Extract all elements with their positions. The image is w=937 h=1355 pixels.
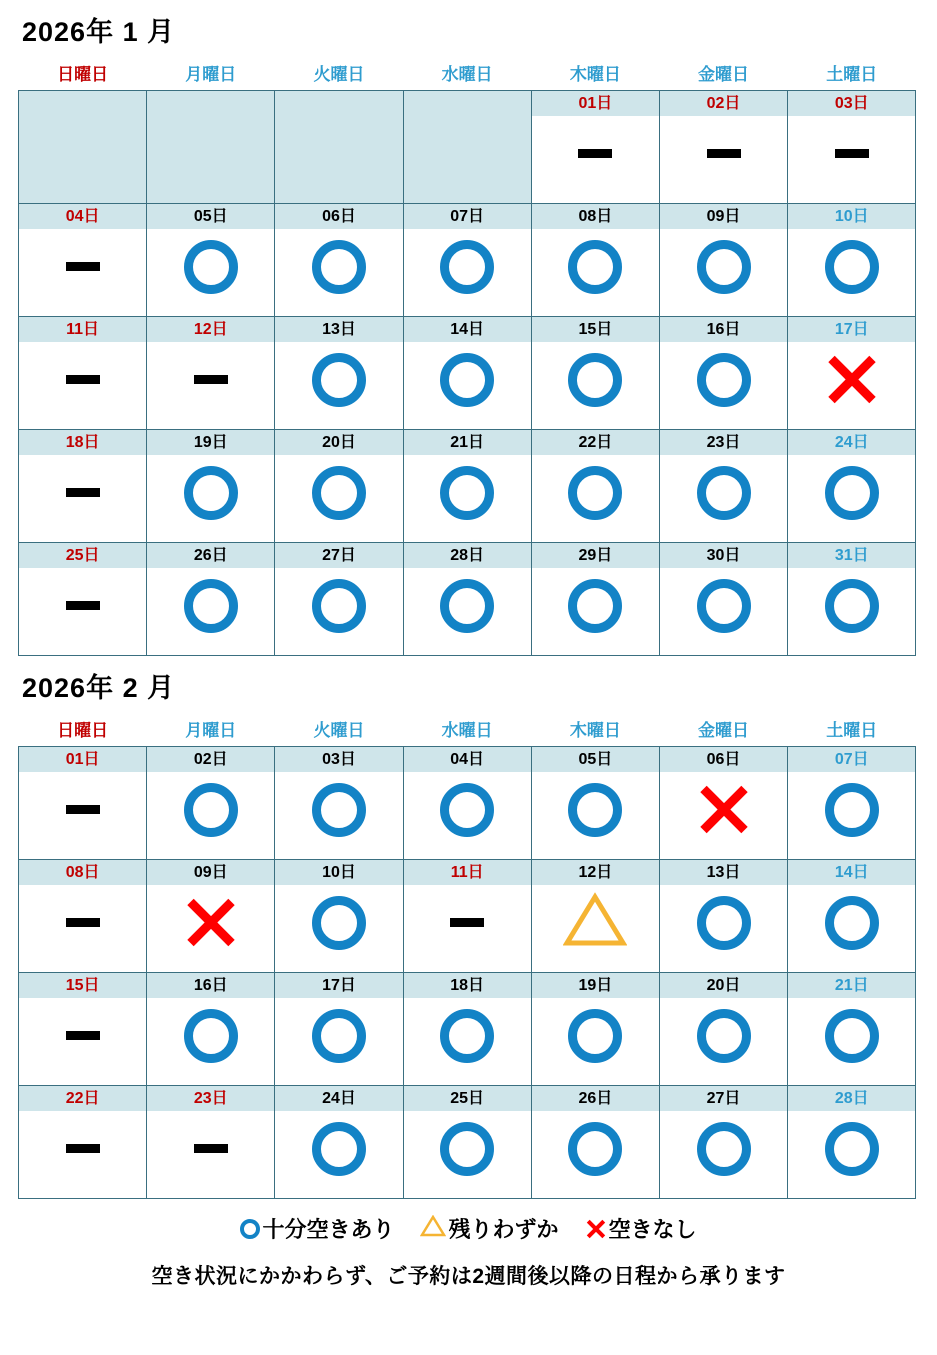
day-number: 11日 (19, 317, 146, 342)
empty-day-cell (19, 91, 147, 204)
day-number: 09日 (147, 860, 274, 885)
availability-mark (660, 998, 787, 1074)
day-cell[interactable] (275, 204, 403, 317)
availability-mark (532, 1111, 659, 1187)
weekday-header: 月曜日 (147, 713, 275, 747)
day-cell[interactable] (659, 543, 787, 656)
circle-icon (440, 466, 494, 520)
day-cell[interactable] (531, 973, 659, 1086)
day-number: 03日 (275, 747, 402, 772)
day-cell[interactable] (147, 430, 275, 543)
availability-mark (19, 885, 146, 961)
availability-mark (147, 568, 274, 644)
day-number: 04日 (404, 747, 531, 772)
day-cell[interactable] (147, 973, 275, 1086)
dash-icon (66, 1031, 100, 1040)
day-cell[interactable] (403, 860, 531, 973)
circle-icon (825, 896, 879, 950)
day-number: 29日 (532, 543, 659, 568)
day-cell[interactable] (788, 543, 916, 656)
dash-icon (194, 1144, 228, 1153)
circle-icon (568, 1009, 622, 1063)
availability-mark (19, 229, 146, 305)
day-cell[interactable] (788, 1086, 916, 1199)
day-number: 01日 (532, 91, 659, 116)
calendar-week-row (19, 1086, 916, 1199)
day-number: 14日 (788, 860, 915, 885)
day-cell[interactable] (531, 1086, 659, 1199)
day-number: 23日 (660, 430, 787, 455)
circle-icon (697, 579, 751, 633)
circle-icon (184, 240, 238, 294)
availability-mark (788, 1111, 915, 1187)
empty-day-cell (403, 91, 531, 204)
availability-mark (660, 568, 787, 644)
availability-mark (404, 885, 531, 961)
availability-mark (404, 1111, 531, 1187)
day-number: 12日 (532, 860, 659, 885)
circle-icon (568, 353, 622, 407)
calendar-week-row (19, 543, 916, 656)
weekday-header: 木曜日 (531, 713, 659, 747)
day-cell[interactable] (659, 973, 787, 1086)
day-number: 12日 (147, 317, 274, 342)
day-cell[interactable] (275, 973, 403, 1086)
circle-icon (440, 579, 494, 633)
day-number: 04日 (19, 204, 146, 229)
availability-mark (660, 772, 787, 848)
circle-icon (697, 1009, 751, 1063)
day-number: 28日 (788, 1086, 915, 1111)
circle-icon (825, 240, 879, 294)
weekday-header: 金曜日 (659, 713, 787, 747)
day-number: 03日 (788, 91, 915, 116)
availability-mark (660, 342, 787, 418)
availability-mark (788, 568, 915, 644)
circle-icon (312, 896, 366, 950)
availability-mark (19, 1111, 146, 1187)
dash-icon (194, 375, 228, 384)
day-cell[interactable] (531, 860, 659, 973)
availability-mark (532, 885, 659, 961)
circle-icon (184, 579, 238, 633)
availability-mark (19, 568, 146, 644)
day-cell[interactable] (275, 747, 403, 860)
availability-mark (19, 998, 146, 1074)
circle-icon (568, 783, 622, 837)
availability-mark (404, 229, 531, 305)
month-title: 2026年 2 月 (22, 673, 176, 703)
circle-icon (312, 353, 366, 407)
day-number: 23日 (147, 1086, 274, 1111)
day-number: 06日 (275, 204, 402, 229)
day-number: 10日 (788, 204, 915, 229)
availability-mark (788, 772, 915, 848)
availability-mark (275, 885, 402, 961)
calendar-week-row (19, 317, 916, 430)
circle-icon (697, 1122, 751, 1176)
availability-mark (788, 229, 915, 305)
day-cell[interactable] (19, 973, 147, 1086)
availability-mark (147, 342, 274, 418)
day-number: 24日 (275, 1086, 402, 1111)
day-number: 08日 (19, 860, 146, 885)
day-number: 15日 (532, 317, 659, 342)
circle-icon (697, 353, 751, 407)
cross-icon (697, 783, 751, 837)
availability-mark (275, 229, 402, 305)
availability-mark (404, 342, 531, 418)
triangle-icon (563, 892, 627, 953)
weekday-header-row (19, 713, 916, 747)
circle-icon (568, 466, 622, 520)
availability-mark (275, 772, 402, 848)
day-cell[interactable] (531, 747, 659, 860)
availability-mark (19, 342, 146, 418)
day-number: 16日 (147, 973, 274, 998)
circle-icon (312, 1122, 366, 1176)
day-number: 22日 (532, 430, 659, 455)
availability-mark (147, 885, 274, 961)
day-cell[interactable] (403, 1086, 531, 1199)
day-cell[interactable] (19, 430, 147, 543)
availability-mark (404, 772, 531, 848)
circle-icon (825, 466, 879, 520)
empty-day-cell (275, 91, 403, 204)
weekday-header: 金曜日 (659, 57, 787, 91)
day-number: 14日 (404, 317, 531, 342)
footnote: 空き状況にかかわらず、ご予約は2週間後以降の日程から承ります (151, 1265, 786, 1288)
day-number: 22日 (19, 1086, 146, 1111)
circle-icon (697, 466, 751, 520)
availability-mark (660, 1111, 787, 1187)
circle-icon (184, 783, 238, 837)
day-number: 20日 (275, 430, 402, 455)
availability-mark (147, 772, 274, 848)
day-number: 02日 (660, 91, 787, 116)
weekday-header: 月曜日 (147, 57, 275, 91)
dash-icon (66, 1144, 100, 1153)
day-cell[interactable] (147, 317, 275, 430)
day-number: 05日 (147, 204, 274, 229)
day-cell[interactable] (19, 747, 147, 860)
availability-mark (19, 772, 146, 848)
dash-icon (578, 149, 612, 158)
availability-mark (532, 998, 659, 1074)
day-cell[interactable] (659, 91, 787, 204)
day-number: 16日 (660, 317, 787, 342)
weekday-header: 火曜日 (275, 57, 403, 91)
cross-icon (585, 1218, 607, 1240)
day-cell[interactable] (531, 317, 659, 430)
day-number: 06日 (660, 747, 787, 772)
day-number: 18日 (404, 973, 531, 998)
day-number: 30日 (660, 543, 787, 568)
day-number: 17日 (788, 317, 915, 342)
day-cell[interactable] (275, 543, 403, 656)
availability-mark (275, 1111, 402, 1187)
calendar-table (18, 713, 916, 1199)
day-cell[interactable] (659, 1086, 787, 1199)
availability-mark (532, 455, 659, 531)
legend-item (420, 1213, 558, 1244)
day-number: 24日 (788, 430, 915, 455)
day-cell[interactable] (659, 204, 787, 317)
availability-mark (788, 885, 915, 961)
availability-mark (660, 229, 787, 305)
day-cell[interactable] (19, 204, 147, 317)
circle-icon (568, 240, 622, 294)
availability-mark (147, 1111, 274, 1187)
day-number: 10日 (275, 860, 402, 885)
legend-label: 十分空きあり (262, 1217, 395, 1242)
day-number: 21日 (788, 973, 915, 998)
day-number: 13日 (660, 860, 787, 885)
day-cell[interactable] (531, 204, 659, 317)
circle-icon (312, 579, 366, 633)
availability-mark (788, 998, 915, 1074)
calendar-table (18, 57, 916, 656)
circle-icon (697, 240, 751, 294)
availability-mark (788, 116, 915, 192)
day-number: 25日 (404, 1086, 531, 1111)
legend (0, 1213, 937, 1244)
circle-icon (440, 1009, 494, 1063)
empty-day-cell (147, 91, 275, 204)
weekday-header-row (19, 57, 916, 91)
day-number: 19日 (147, 430, 274, 455)
availability-mark (404, 568, 531, 644)
availability-mark (275, 998, 402, 1074)
day-cell[interactable] (531, 430, 659, 543)
availability-mark (532, 342, 659, 418)
availability-mark (275, 455, 402, 531)
circle-icon (440, 353, 494, 407)
day-cell[interactable] (531, 543, 659, 656)
circle-icon (312, 240, 366, 294)
day-number: 07日 (404, 204, 531, 229)
day-cell[interactable] (788, 747, 916, 860)
months-container (0, 10, 937, 1199)
day-cell[interactable] (275, 1086, 403, 1199)
circle-icon (312, 466, 366, 520)
availability-mark (404, 455, 531, 531)
day-cell[interactable] (147, 860, 275, 973)
dash-icon (66, 601, 100, 610)
circle-icon (312, 783, 366, 837)
day-cell[interactable] (788, 973, 916, 1086)
circle-icon (440, 1122, 494, 1176)
legend-label: 残りわずか (448, 1217, 559, 1242)
weekday-header: 日曜日 (19, 713, 147, 747)
circle-icon (240, 1219, 260, 1239)
day-number: 26日 (147, 543, 274, 568)
day-number: 09日 (660, 204, 787, 229)
calendar-wrapper (18, 57, 919, 656)
day-cell[interactable] (147, 204, 275, 317)
availability-mark (660, 116, 787, 192)
availability-mark (275, 568, 402, 644)
circle-icon (440, 783, 494, 837)
day-cell[interactable] (659, 430, 787, 543)
day-cell[interactable] (403, 317, 531, 430)
day-number: 17日 (275, 973, 402, 998)
dash-icon (66, 262, 100, 271)
availability-mark (147, 998, 274, 1074)
day-number: 18日 (19, 430, 146, 455)
day-cell[interactable] (403, 973, 531, 1086)
day-cell[interactable] (147, 1086, 275, 1199)
weekday-header: 日曜日 (19, 57, 147, 91)
legend-item (585, 1213, 697, 1244)
cross-icon (825, 353, 879, 407)
day-cell[interactable] (659, 860, 787, 973)
availability-mark (532, 568, 659, 644)
calendar-wrapper (18, 713, 919, 1199)
availability-mark (532, 229, 659, 305)
availability-mark (788, 342, 915, 418)
availability-mark (660, 885, 787, 961)
circle-icon (825, 783, 879, 837)
day-number: 19日 (532, 973, 659, 998)
day-cell[interactable] (788, 91, 916, 204)
calendar-week-row (19, 91, 916, 204)
calendar-week-row (19, 860, 916, 973)
day-number: 01日 (19, 747, 146, 772)
day-number: 31日 (788, 543, 915, 568)
circle-icon (568, 579, 622, 633)
dash-icon (66, 375, 100, 384)
legend-item (240, 1213, 394, 1244)
dash-icon (835, 149, 869, 158)
weekday-header: 水曜日 (403, 713, 531, 747)
dash-icon (66, 918, 100, 927)
day-number: 13日 (275, 317, 402, 342)
circle-icon (697, 896, 751, 950)
day-cell[interactable] (403, 430, 531, 543)
day-cell[interactable] (403, 747, 531, 860)
dash-icon (450, 918, 484, 927)
day-number: 27日 (660, 1086, 787, 1111)
calendar-week-row (19, 204, 916, 317)
weekday-header: 土曜日 (788, 57, 916, 91)
day-cell[interactable] (403, 543, 531, 656)
day-number: 11日 (404, 860, 531, 885)
day-number: 20日 (660, 973, 787, 998)
day-cell[interactable] (788, 317, 916, 430)
availability-mark (532, 116, 659, 192)
day-number: 02日 (147, 747, 274, 772)
day-number: 07日 (788, 747, 915, 772)
day-cell[interactable] (147, 543, 275, 656)
availability-mark (147, 455, 274, 531)
weekday-header: 土曜日 (788, 713, 916, 747)
day-cell[interactable] (147, 747, 275, 860)
circle-icon (825, 1122, 879, 1176)
day-number: 21日 (404, 430, 531, 455)
month-title: 2026年 1 月 (22, 17, 176, 47)
day-cell[interactable] (531, 91, 659, 204)
day-cell[interactable] (659, 747, 787, 860)
day-cell[interactable] (19, 860, 147, 973)
day-number: 15日 (19, 973, 146, 998)
day-cell[interactable] (788, 860, 916, 973)
weekday-header: 木曜日 (531, 57, 659, 91)
day-cell[interactable] (403, 204, 531, 317)
day-cell[interactable] (275, 860, 403, 973)
dash-icon (66, 805, 100, 814)
day-cell[interactable] (19, 543, 147, 656)
triangle-icon (420, 1215, 446, 1243)
circle-icon (184, 1009, 238, 1063)
availability-mark (404, 998, 531, 1074)
day-cell[interactable] (275, 317, 403, 430)
day-cell[interactable] (659, 317, 787, 430)
day-number: 26日 (532, 1086, 659, 1111)
calendar-week-row (19, 747, 916, 860)
day-cell[interactable] (788, 430, 916, 543)
day-number: 27日 (275, 543, 402, 568)
day-number: 08日 (532, 204, 659, 229)
circle-icon (440, 240, 494, 294)
availability-mark (147, 229, 274, 305)
circle-icon (312, 1009, 366, 1063)
day-cell[interactable] (788, 204, 916, 317)
day-cell[interactable] (275, 430, 403, 543)
availability-mark (788, 455, 915, 531)
availability-calendar-page (0, 10, 937, 1290)
availability-mark (275, 342, 402, 418)
day-cell[interactable] (19, 1086, 147, 1199)
circle-icon (184, 466, 238, 520)
day-cell[interactable] (19, 317, 147, 430)
calendar-week-row (19, 430, 916, 543)
availability-mark (532, 772, 659, 848)
cross-icon (184, 896, 238, 950)
legend-label: 空きなし (608, 1217, 697, 1242)
weekday-header: 火曜日 (275, 713, 403, 747)
day-number: 28日 (404, 543, 531, 568)
circle-icon (825, 579, 879, 633)
circle-icon (568, 1122, 622, 1176)
circle-icon (825, 1009, 879, 1063)
calendar-week-row (19, 973, 916, 1086)
day-number: 05日 (532, 747, 659, 772)
day-number: 25日 (19, 543, 146, 568)
availability-mark (19, 455, 146, 531)
availability-mark (660, 455, 787, 531)
dash-icon (66, 488, 100, 497)
dash-icon (707, 149, 741, 158)
weekday-header: 水曜日 (403, 57, 531, 91)
